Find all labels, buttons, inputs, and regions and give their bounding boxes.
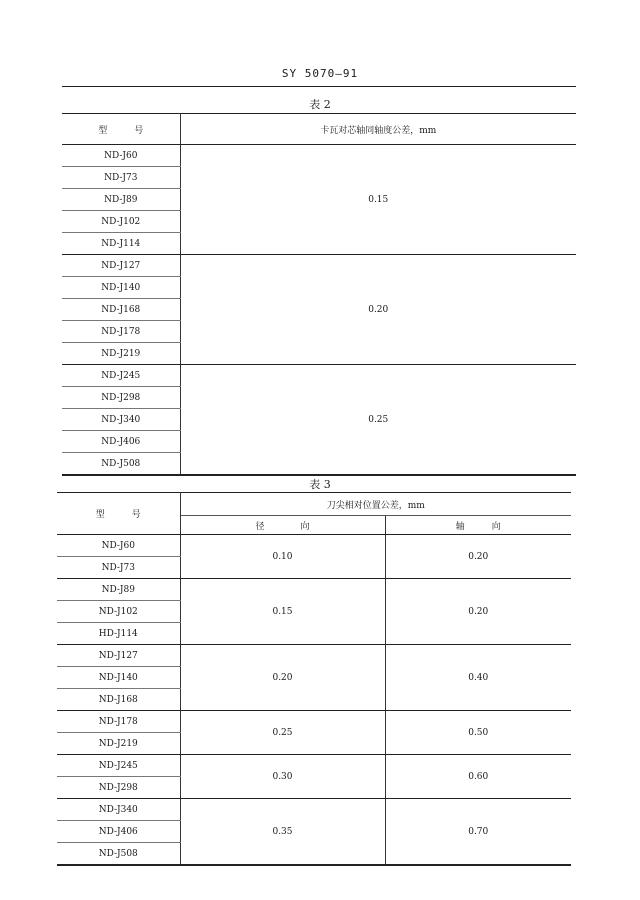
model-cell: ND-J219 [62, 343, 180, 365]
table3-header-row [57, 493, 571, 516]
table3-model-header: 型 号 [57, 493, 180, 535]
table-row [57, 579, 571, 601]
model-cell: ND-J60 [57, 535, 180, 557]
table2-tolerance-header: 卡瓦对芯轴同轴度公差，mm [180, 114, 576, 145]
axial-value: 0.20 [385, 535, 571, 579]
table3-axial-header: 轴 向 [385, 516, 571, 535]
model-cell: ND-J140 [62, 277, 180, 299]
model-cell: ND-J127 [57, 645, 180, 667]
table2-body [62, 114, 576, 476]
axial-value: 0.50 [385, 711, 571, 755]
model-cell: ND-J406 [57, 821, 180, 843]
model-cell: ND-J406 [62, 431, 180, 453]
document-header: SY 5070—91 [281, 67, 359, 80]
model-cell: ND-J508 [62, 453, 180, 476]
axial-value: 0.60 [385, 755, 571, 799]
radial-value: 0.35 [180, 799, 385, 866]
model-cell: ND-J102 [57, 601, 180, 623]
table-row [62, 145, 576, 167]
model-cell: ND-J60 [62, 145, 180, 167]
model-cell: ND-J219 [57, 733, 180, 755]
radial-value: 0.15 [180, 579, 385, 645]
model-cell: ND-J178 [62, 321, 180, 343]
radial-value: 0.30 [180, 755, 385, 799]
table2-header-row [62, 114, 576, 145]
model-cell: ND-J178 [57, 711, 180, 733]
table-row [57, 711, 571, 733]
tolerance-value: 0.25 [180, 365, 576, 476]
tolerance-value: 0.15 [180, 145, 576, 255]
axial-value: 0.70 [385, 799, 571, 866]
model-cell: ND-J114 [62, 233, 180, 255]
table3 [57, 492, 571, 866]
model-cell: ND-J73 [62, 167, 180, 189]
table-row [62, 365, 576, 387]
table2 [62, 113, 576, 476]
model-cell: ND-J168 [62, 299, 180, 321]
radial-value: 0.10 [180, 535, 385, 579]
table-row [62, 255, 576, 277]
axial-value: 0.20 [385, 579, 571, 645]
table2-caption: 表 2 [309, 98, 331, 111]
model-cell: HD-J114 [57, 623, 180, 645]
model-cell: ND-J245 [57, 755, 180, 777]
table-row [57, 645, 571, 667]
tolerance-value: 0.20 [180, 255, 576, 365]
model-cell: ND-J245 [62, 365, 180, 387]
table-row [57, 535, 571, 557]
model-cell: ND-J140 [57, 667, 180, 689]
table-row [57, 755, 571, 777]
model-cell: ND-J298 [57, 777, 180, 799]
model-cell: ND-J168 [57, 689, 180, 711]
model-cell: ND-J340 [57, 799, 180, 821]
model-cell: ND-J127 [62, 255, 180, 277]
table-row [57, 799, 571, 821]
header-rule [62, 86, 576, 87]
model-cell: ND-J102 [62, 211, 180, 233]
axial-value: 0.40 [385, 645, 571, 711]
table3-caption: 表 3 [309, 478, 331, 491]
table3-body [57, 493, 571, 866]
table2-model-header: 型 号 [62, 114, 180, 145]
model-cell: ND-J73 [57, 557, 180, 579]
model-cell: ND-J340 [62, 409, 180, 431]
model-cell: ND-J89 [62, 189, 180, 211]
radial-value: 0.25 [180, 711, 385, 755]
model-cell: ND-J508 [57, 843, 180, 866]
model-cell: ND-J298 [62, 387, 180, 409]
table3-radial-header: 径 向 [180, 516, 385, 535]
radial-value: 0.20 [180, 645, 385, 711]
table3-tolerance-header: 刀尖相对位置公差，mm [180, 493, 571, 516]
model-cell: ND-J89 [57, 579, 180, 601]
